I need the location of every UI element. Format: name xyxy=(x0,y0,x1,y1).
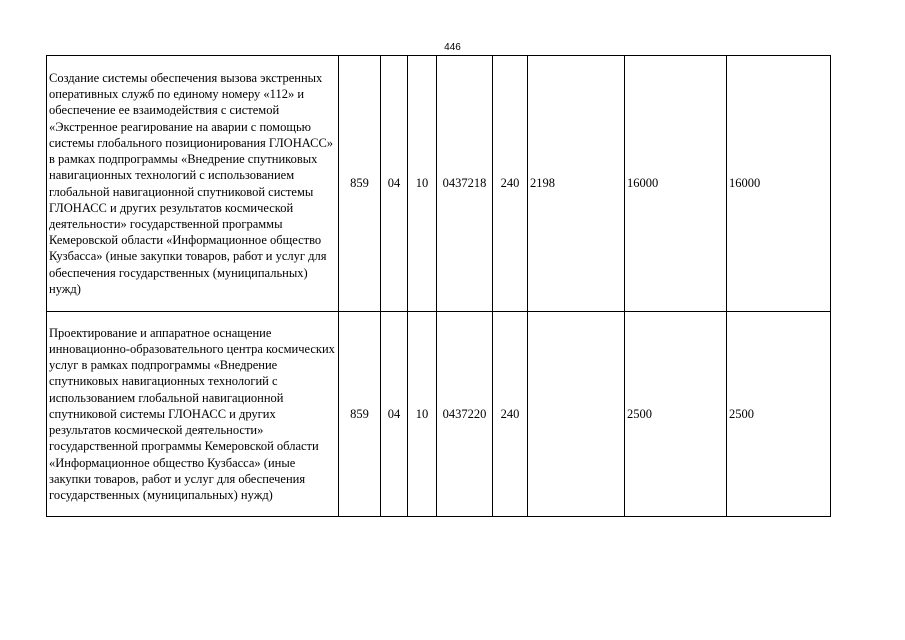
amount-year-2: 2500 xyxy=(727,312,831,517)
kosgu-code xyxy=(528,312,625,517)
target-article-code: 0437220 xyxy=(437,312,493,517)
amount-year-1: 2500 xyxy=(625,312,727,517)
row-description: Создание системы обеспечения вызова экстренных оперативных служб по единому номеру «112» и обеспечение ее взаимодействия с системой «Экстренное реагирование на аварии с помощью системы глобального позиционирования ГЛОНАСС» в рамках подпрограммы «Внедрение спутниковых навигационных технологий с использованием глобальной навигационной спутниковой системы ГЛОНАСС и других результатов космической деятельности» государственной программы Кемеровской области «Информационное общество Кузбасса» (иные закупки товаров, работ и услуг для обеспечения государственных (муниципальных) нужд) xyxy=(47,56,339,312)
budget-table xyxy=(46,55,831,517)
amount-year-2: 16000 xyxy=(727,56,831,312)
section-code: 04 xyxy=(381,56,408,312)
ministry-code: 859 xyxy=(339,56,381,312)
expense-type-code: 240 xyxy=(493,56,528,312)
row-description: Проектирование и аппаратное оснащение инновационно-образовательного центра космических услуг в рамках подпрограммы «Внедрение спутниковых навигационных технологий с использованием глобальной навигационной спутниковой системы ГЛОНАСС и других результатов космической деятельности» государственной программы Кемеровской области «Информационное общество Кузбасса» (иные закупки товаров, работ и услуг для обеспечения государственных (муниципальных) нужд) xyxy=(47,312,339,517)
table-row xyxy=(47,312,831,517)
expense-type-code: 240 xyxy=(493,312,528,517)
page-number: 446 xyxy=(444,42,461,53)
subsection-code: 10 xyxy=(408,312,437,517)
section-code: 04 xyxy=(381,312,408,517)
amount-year-1: 16000 xyxy=(625,56,727,312)
target-article-code: 0437218 xyxy=(437,56,493,312)
ministry-code: 859 xyxy=(339,312,381,517)
kosgu-code: 2198 xyxy=(528,56,625,312)
table-row xyxy=(47,56,831,312)
subsection-code: 10 xyxy=(408,56,437,312)
